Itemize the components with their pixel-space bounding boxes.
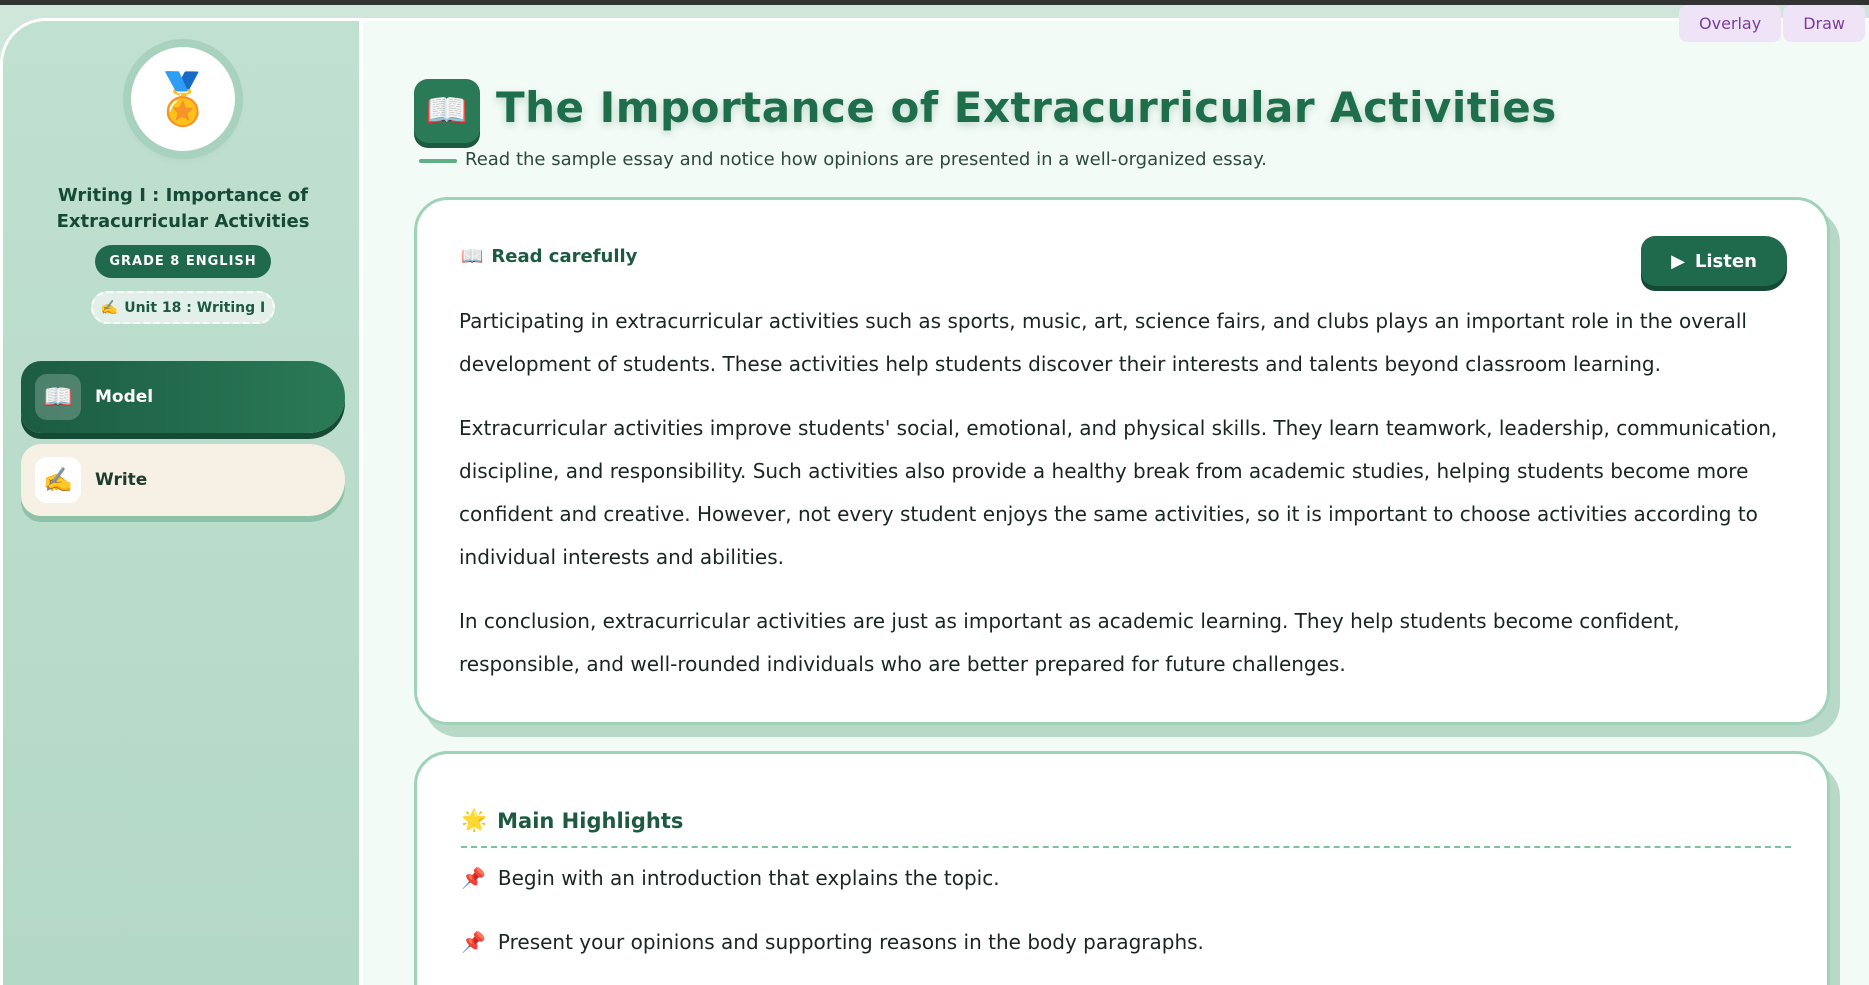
listen-button[interactable] (1641, 236, 1787, 286)
open-book-icon: 📖 (414, 79, 480, 143)
highlights-heading (461, 808, 683, 833)
essay-card (414, 197, 1830, 725)
medal-icon: 🏅 (131, 47, 235, 151)
nav-label-write: Write (95, 470, 148, 490)
pushpin-icon: 📌 (461, 930, 486, 954)
listen-label: Listen (1694, 250, 1757, 272)
nav-label-model: Model (95, 387, 154, 407)
book-icon: 📖 (35, 374, 81, 420)
highlights-card (414, 751, 1830, 985)
nav-item-write[interactable] (21, 444, 345, 516)
pencil-hand-icon: ✍️ (100, 299, 119, 316)
page-title: The Importance of Extracurricular Activities (496, 83, 1557, 132)
highlights-list (461, 866, 1204, 985)
list-item (461, 866, 1204, 930)
app-frame (0, 18, 1869, 985)
grade-badge: GRADE 8 ENGLISH (95, 245, 271, 278)
unit-badge (91, 291, 275, 324)
essay-paragraph: Participating in extracurricular activities such as sports, music, art, science fairs, and clubs plays an important role in the overall development of students. These activities help students discover their interests and talents beyond classroom learning. (459, 309, 1747, 376)
book-icon: 📖 (461, 246, 484, 267)
read-carefully-label (461, 246, 637, 267)
sun-icon: 🌟 (461, 808, 488, 832)
pushpin-icon: 📌 (461, 866, 486, 890)
overlay-button[interactable]: Overlay (1679, 5, 1781, 42)
read-carefully-text: Read carefully (491, 246, 638, 267)
highlight-text: Present your opinions and supporting reasons in the body paragraphs. (497, 930, 1204, 954)
writing-hand-icon: ✍️ (35, 457, 81, 503)
essay-paragraph: Extracurricular activities improve students' social, emotional, and physical skills. They learn teamwork, leadership, communication, discipline, and responsibility. Such activities also provide a healthy break from academic studies, helping students become more confident and creative. However, not every student enjoys the same activities, so it is important to choose activities according to individual interests and abilities. (459, 416, 1778, 569)
lesson-title: Writing I : Importance of Extracurricular Activities (56, 185, 310, 232)
highlight-text: Begin with an introduction that explains the topic. (497, 866, 1000, 890)
window-top-bar (0, 0, 1869, 5)
list-item (461, 930, 1204, 985)
page-subtitle: Read the sample essay and notice how opinions are presented in a well-organized essay. (465, 149, 1267, 170)
play-icon: ▶ (1671, 250, 1685, 272)
essay-paragraph: In conclusion, extracurricular activities are just as important as academic learning. They help students become confident, responsible, and well-rounded individuals who are better prepared for future challenges. (459, 609, 1680, 676)
sidebar (3, 21, 363, 985)
essay-body (459, 300, 1799, 707)
subtitle-accent-line (419, 159, 457, 163)
unit-label: Unit 18 : Writing I (124, 299, 266, 316)
draw-button[interactable]: Draw (1783, 5, 1865, 42)
dashed-divider (461, 846, 1791, 848)
highlights-title: Main Highlights (497, 808, 684, 833)
annotation-tools (1679, 5, 1865, 42)
nav-item-model[interactable] (21, 361, 345, 433)
